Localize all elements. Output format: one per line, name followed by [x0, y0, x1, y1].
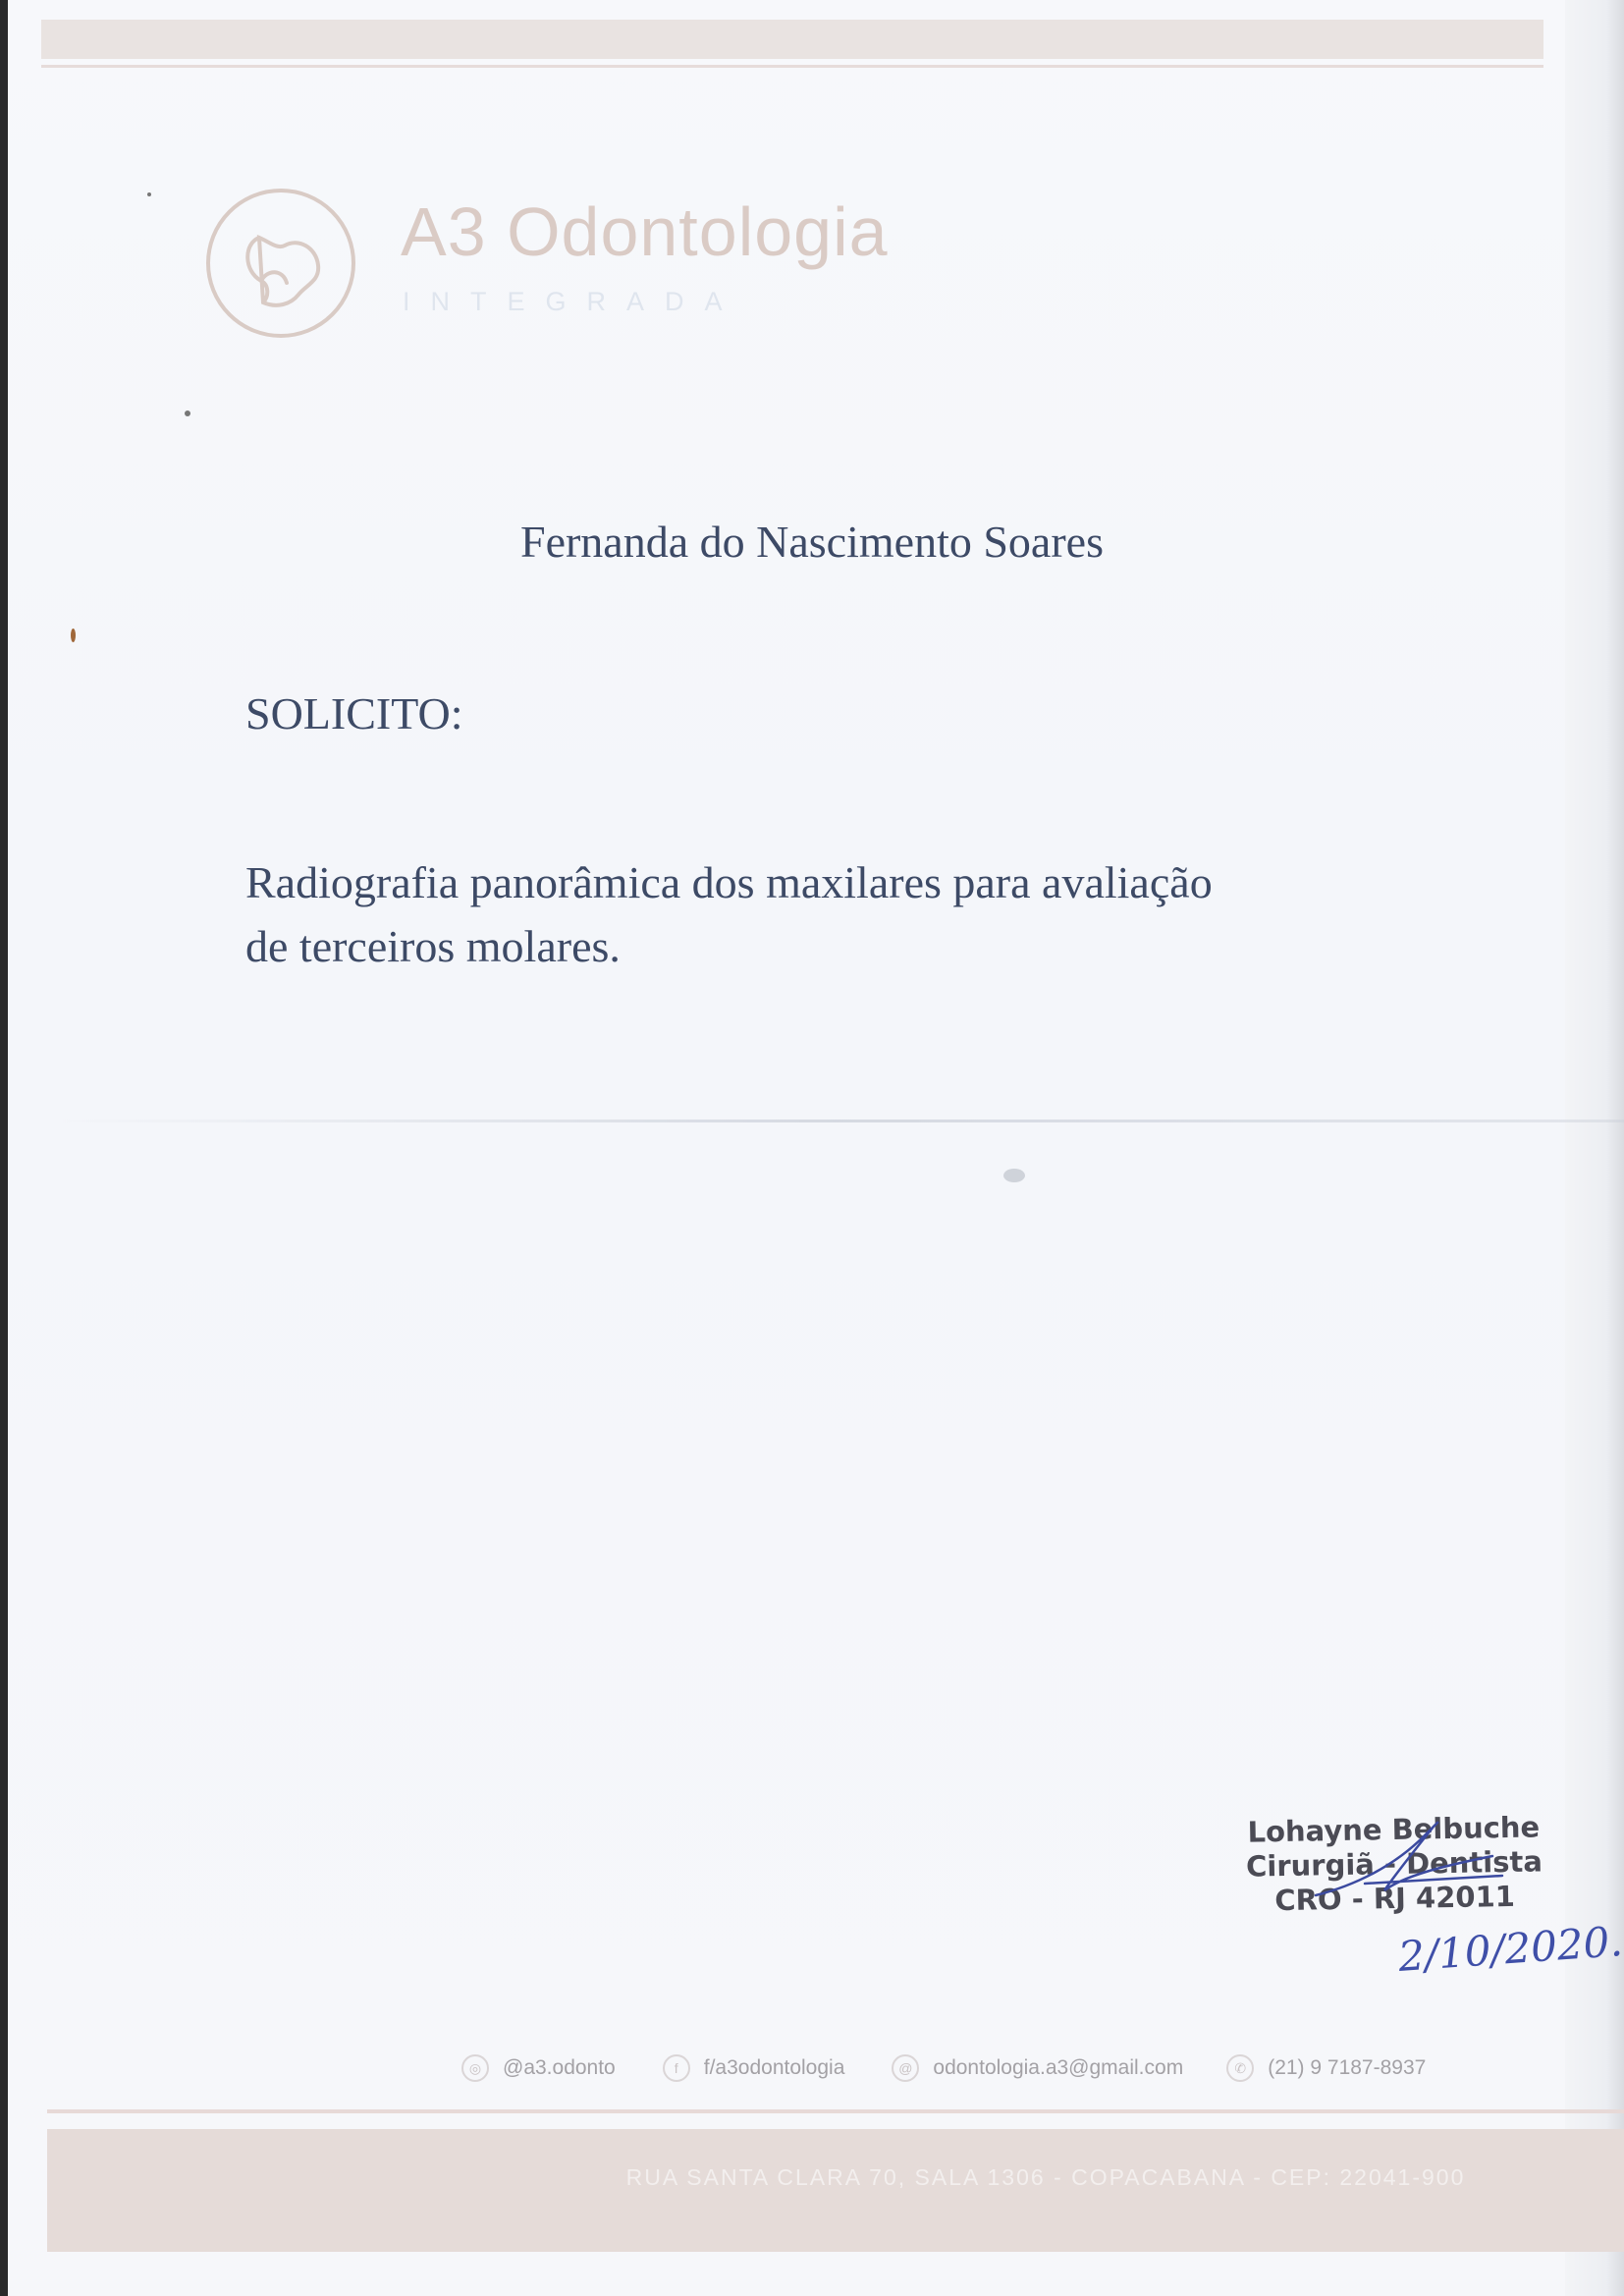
request-line-2: de terceiros molares. [245, 921, 621, 971]
request-body [245, 850, 1473, 978]
scan-speck [71, 629, 76, 642]
contact-phone-text: (21) 9 7187-8937 [1268, 2056, 1427, 2079]
footer-contacts [461, 2054, 1426, 2082]
patient-name: Fernanda do Nascimento Soares [519, 517, 1104, 567]
scan-edge-left [0, 0, 8, 2296]
scan-speck [147, 192, 151, 196]
instagram-icon: ◎ [461, 2054, 489, 2082]
header-band [41, 20, 1543, 59]
contact-email [892, 2054, 1183, 2082]
stamp-name: Lohayne Belbuche [1247, 1810, 1541, 1849]
phone-icon: ✆ [1226, 2054, 1254, 2082]
scan-speck [1003, 1169, 1025, 1182]
stamp-role: Cirurgiã - Dentista [1245, 1844, 1543, 1884]
contact-phone [1226, 2054, 1426, 2082]
contact-instagram [461, 2054, 616, 2082]
request-heading: SOLICITO: [245, 688, 463, 738]
brand-subtitle: INTEGRADA [403, 287, 743, 316]
footer-rule [47, 2109, 1624, 2113]
stamp-registration: CRO - RJ 42011 [1274, 1879, 1516, 1918]
contact-facebook-text: f/a3odontologia [703, 2056, 845, 2079]
facebook-icon: f [663, 2054, 690, 2082]
header-rule [41, 65, 1543, 68]
signature-icon [1276, 1797, 1532, 1925]
email-icon: @ [892, 2054, 919, 2082]
paper-fold-line [47, 1120, 1624, 1122]
brand-name: A3 Odontologia [401, 193, 889, 270]
tooth-logo-icon [204, 187, 357, 340]
contact-facebook [663, 2054, 845, 2082]
contact-instagram-text: @a3.odonto [503, 2056, 616, 2079]
handwritten-date: 2/10/2020. [1396, 1917, 1624, 1981]
footer-address: RUA SANTA CLARA 70, SALA 1306 - COPACABANA - CEP: 22041-900 [625, 2164, 1466, 2190]
request-line-1: Radiografia panorâmica dos maxilares para avaliação [245, 857, 1213, 907]
contact-email-text: odontologia.a3@gmail.com [933, 2056, 1184, 2079]
scan-speck [185, 410, 190, 416]
